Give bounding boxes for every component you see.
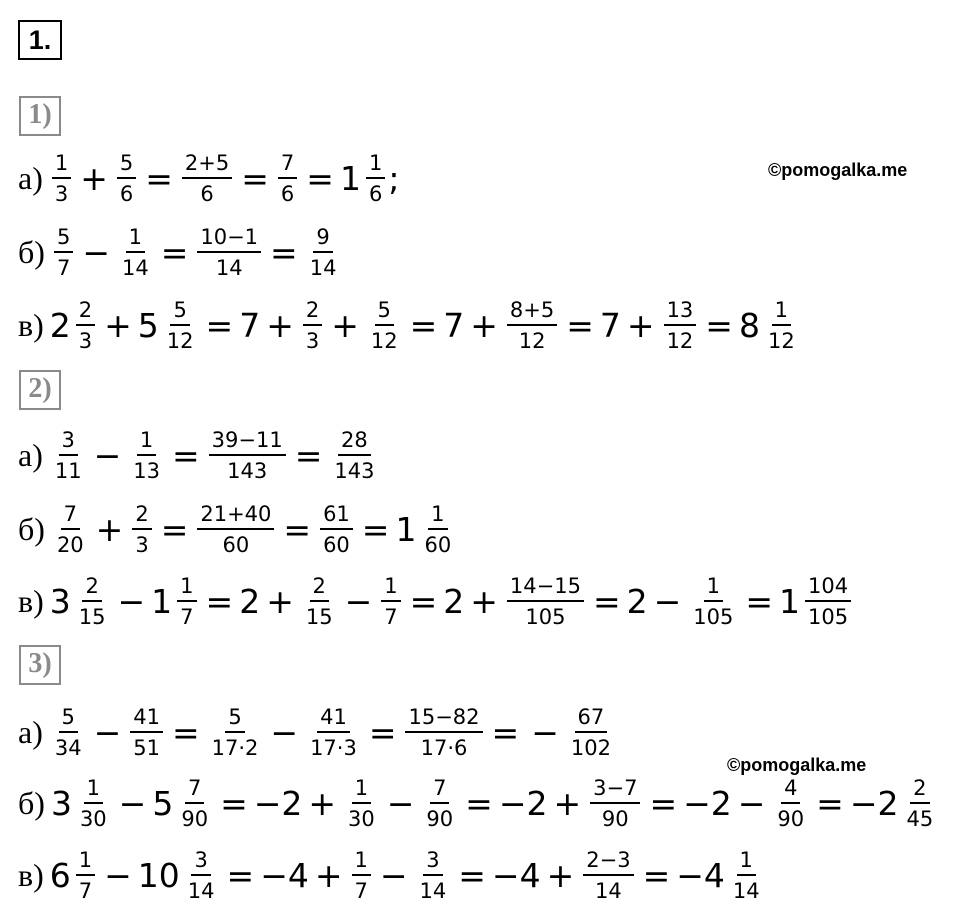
numerator: 1 xyxy=(381,574,400,602)
operator: + xyxy=(95,509,124,549)
operator: = xyxy=(491,712,520,752)
part-label-1: 1) xyxy=(19,96,61,136)
denominator: 14 xyxy=(215,255,243,280)
operator: = xyxy=(649,783,678,823)
fraction xyxy=(903,776,936,831)
denominator: 20 xyxy=(56,532,84,557)
operator: = xyxy=(409,305,438,345)
operator: − xyxy=(118,783,147,823)
equation-line xyxy=(18,697,617,767)
numerator: 8+5 xyxy=(507,298,557,326)
operator: = xyxy=(220,783,248,823)
numerator: 28 xyxy=(338,428,371,456)
operator: = xyxy=(465,783,493,823)
operator: − xyxy=(386,783,415,823)
fraction xyxy=(164,298,197,353)
fraction xyxy=(209,428,286,483)
fraction xyxy=(278,151,297,206)
operator: − xyxy=(737,783,766,823)
fraction xyxy=(52,705,85,760)
operator: = xyxy=(283,509,312,549)
fraction xyxy=(303,574,336,629)
fraction xyxy=(130,705,163,760)
denominator: 14 xyxy=(419,878,447,903)
numerator: 5 xyxy=(170,298,189,326)
denominator: 7 xyxy=(384,604,398,629)
fraction xyxy=(421,502,454,557)
denominator: 3 xyxy=(135,532,149,557)
fraction xyxy=(52,428,85,483)
numerator: 1 xyxy=(366,151,385,179)
part-label-3: 3) xyxy=(19,645,61,685)
item-label: а) xyxy=(18,713,43,750)
fraction xyxy=(307,225,340,280)
denominator: 17·6 xyxy=(420,735,468,760)
numerator: 41 xyxy=(130,705,163,733)
denominator: 60 xyxy=(222,532,250,557)
numerator: 21+40 xyxy=(197,502,274,530)
fraction xyxy=(664,298,697,353)
operator: = xyxy=(592,581,621,621)
fraction xyxy=(132,502,151,557)
operator: − xyxy=(93,435,122,475)
numerator: 13 xyxy=(664,298,697,326)
denominator: 14 xyxy=(309,255,337,280)
number: 7 xyxy=(443,305,465,345)
operator: − xyxy=(117,581,146,621)
fraction xyxy=(185,848,218,903)
operator: = xyxy=(361,509,390,549)
fraction xyxy=(52,151,71,206)
fraction xyxy=(423,776,456,831)
whole-part: 1 xyxy=(339,158,361,198)
item-label: а) xyxy=(18,159,43,196)
operator: = xyxy=(205,305,234,345)
operator: − xyxy=(344,581,373,621)
fraction xyxy=(366,151,385,206)
operator: + xyxy=(553,783,582,823)
fraction xyxy=(730,848,763,903)
denominator: 12 xyxy=(518,328,546,353)
fraction xyxy=(507,298,557,353)
numerator: 1 xyxy=(772,298,791,326)
denominator: 105 xyxy=(693,604,734,629)
whole-part: 3 xyxy=(49,581,71,621)
fraction xyxy=(417,848,450,903)
fraction xyxy=(345,776,378,831)
denominator: 90 xyxy=(426,806,454,831)
denominator: 45 xyxy=(906,806,934,831)
operator: + xyxy=(331,305,359,345)
denominator: 51 xyxy=(133,735,160,760)
operator: − xyxy=(270,712,299,752)
item-label: в) xyxy=(18,582,44,619)
denominator: 90 xyxy=(181,806,209,831)
operator: − xyxy=(653,581,682,621)
fraction xyxy=(303,298,322,353)
operator: = xyxy=(145,158,173,198)
numerator: 15−82 xyxy=(405,705,482,733)
denominator: 13 xyxy=(133,458,160,483)
operator: = xyxy=(171,712,200,752)
denominator: 17·2 xyxy=(211,735,259,760)
operator: = xyxy=(241,158,269,198)
punctuation: ; xyxy=(388,158,400,198)
denominator: 34 xyxy=(54,735,82,760)
whole-part: 6 xyxy=(49,855,71,895)
numerator: 61 xyxy=(320,502,353,530)
numerator: 7 xyxy=(278,151,297,179)
numerator: 2 xyxy=(82,574,101,602)
fraction xyxy=(320,502,353,557)
numerator: 2 xyxy=(310,574,329,602)
operator: − xyxy=(104,855,132,895)
numerator: 2 xyxy=(303,298,322,326)
numerator: 1 xyxy=(137,428,156,456)
fraction xyxy=(774,776,807,831)
operator: = xyxy=(566,305,594,345)
numerator: 14−15 xyxy=(507,574,584,602)
numerator: 1 xyxy=(352,776,371,804)
denominator: 105 xyxy=(525,604,566,629)
numerator: 3 xyxy=(423,848,442,876)
operator: = xyxy=(226,855,255,895)
numerator: 4 xyxy=(781,776,800,804)
whole-part: 5 xyxy=(137,305,159,345)
numerator: 1 xyxy=(84,776,103,804)
denominator: 60 xyxy=(323,532,350,557)
numerator: 1 xyxy=(704,574,723,602)
denominator: 3 xyxy=(78,328,93,353)
operator: = xyxy=(409,581,438,621)
operator: = xyxy=(306,158,334,198)
whole-part: −2 xyxy=(849,783,899,823)
denominator: 7 xyxy=(180,604,194,629)
number: 2 xyxy=(443,581,465,621)
denominator: 7 xyxy=(56,255,71,280)
operator: + xyxy=(470,305,498,345)
watermark: ©pomogalka.me xyxy=(727,755,867,775)
fraction xyxy=(209,705,262,760)
numerator: 7 xyxy=(430,776,449,804)
numerator: 2−3 xyxy=(583,848,633,876)
denominator: 30 xyxy=(348,806,375,831)
operator: − xyxy=(379,855,408,895)
denominator: 90 xyxy=(601,806,629,831)
denominator: 6 xyxy=(368,181,383,206)
whole-part: −4 xyxy=(676,855,725,895)
task-number: 1. xyxy=(18,20,62,60)
number: −2 xyxy=(253,783,303,823)
whole-part: 10 xyxy=(137,855,180,895)
numerator: 9 xyxy=(313,225,332,253)
denominator: 15 xyxy=(78,604,106,629)
numerator: 1 xyxy=(177,574,196,602)
fraction xyxy=(352,848,371,903)
operator: + xyxy=(546,855,575,895)
denominator: 90 xyxy=(777,806,805,831)
denominator: 11 xyxy=(54,458,82,483)
fraction xyxy=(583,848,633,903)
operator: = xyxy=(171,435,200,475)
whole-part: 8 xyxy=(738,305,760,345)
numerator: 67 xyxy=(575,705,608,733)
numerator: 2+5 xyxy=(182,151,232,179)
fraction xyxy=(590,776,640,831)
equation-line xyxy=(18,494,457,564)
fraction xyxy=(368,298,401,353)
denominator: 143 xyxy=(334,458,375,483)
item-label: в) xyxy=(18,306,44,343)
numerator: 2 xyxy=(76,298,95,326)
numerator: 1 xyxy=(428,502,447,530)
denominator: 30 xyxy=(79,806,107,831)
numerator: 10−1 xyxy=(197,225,261,253)
number: 7 xyxy=(599,305,621,345)
fraction xyxy=(177,574,196,629)
denominator: 14 xyxy=(595,878,622,903)
operator: + xyxy=(314,855,343,895)
fraction xyxy=(130,428,163,483)
denominator: 6 xyxy=(280,181,295,206)
whole-part: 2 xyxy=(49,305,71,345)
watermark: ©pomogalka.me xyxy=(768,160,908,180)
equation-line xyxy=(18,217,342,287)
item-label: б) xyxy=(18,510,45,547)
denominator: 7 xyxy=(354,878,368,903)
fraction xyxy=(307,705,360,760)
number: −4 xyxy=(491,855,541,895)
fraction xyxy=(765,298,798,353)
denominator: 12 xyxy=(370,328,398,353)
operator: + xyxy=(266,305,294,345)
fraction xyxy=(76,298,95,353)
denominator: 15 xyxy=(305,604,333,629)
operator: + xyxy=(104,305,132,345)
operator: = xyxy=(368,712,397,752)
numerator: 7 xyxy=(61,502,80,530)
fraction xyxy=(331,428,377,483)
fraction xyxy=(805,574,851,629)
denominator: 17·3 xyxy=(310,735,357,760)
numerator: 3 xyxy=(191,848,210,876)
denominator: 14 xyxy=(732,878,760,903)
operator: + xyxy=(470,581,498,621)
equation-line xyxy=(18,143,399,213)
number: −2 xyxy=(498,783,548,823)
denominator: 12 xyxy=(166,328,194,353)
denominator: 6 xyxy=(200,181,214,206)
numerator: 1 xyxy=(126,225,145,253)
numerator: 39−11 xyxy=(209,428,286,456)
fraction xyxy=(405,705,482,760)
item-label: б) xyxy=(18,233,45,270)
denominator: 60 xyxy=(424,532,452,557)
whole-part: 1 xyxy=(779,581,801,621)
operator: = xyxy=(642,855,671,895)
operator: = xyxy=(270,232,298,272)
numerator: 5 xyxy=(375,298,394,326)
denominator: 3 xyxy=(54,181,69,206)
operator: = xyxy=(294,435,323,475)
operator: − xyxy=(531,712,559,752)
operator: = xyxy=(160,509,189,549)
equation-line xyxy=(18,840,766,910)
numerator: 104 xyxy=(805,574,851,602)
equation-line xyxy=(18,290,801,360)
numerator: 5 xyxy=(59,705,78,733)
equation-line xyxy=(18,768,939,838)
fraction xyxy=(197,225,261,280)
number: −4 xyxy=(260,855,309,895)
numerator: 1 xyxy=(737,848,756,876)
denominator: 7 xyxy=(78,878,93,903)
fraction xyxy=(76,574,109,629)
operator: = xyxy=(458,855,486,895)
numerator: 1 xyxy=(52,151,71,179)
denominator: 143 xyxy=(227,458,268,483)
whole-part: 1 xyxy=(395,509,417,549)
fraction xyxy=(197,502,274,557)
denominator: 105 xyxy=(808,604,849,629)
denominator: 14 xyxy=(187,878,215,903)
part-label-2: 2) xyxy=(19,370,61,410)
fraction xyxy=(119,225,152,280)
numerator: 7 xyxy=(185,776,204,804)
operator: + xyxy=(266,581,294,621)
numerator: 5 xyxy=(225,705,244,733)
numerator: 1 xyxy=(352,848,371,876)
operator: = xyxy=(705,305,733,345)
numerator: 2 xyxy=(910,776,929,804)
denominator: 3 xyxy=(305,328,320,353)
equation-line xyxy=(18,420,380,490)
operator: = xyxy=(205,581,234,621)
fraction xyxy=(54,502,87,557)
numerator: 2 xyxy=(132,502,151,530)
operator: + xyxy=(626,305,655,345)
fraction xyxy=(690,574,736,629)
operator: = xyxy=(160,232,189,272)
operator: + xyxy=(80,158,108,198)
number: 2 xyxy=(626,581,648,621)
fraction xyxy=(568,705,614,760)
fraction xyxy=(54,225,73,280)
numerator: 1 xyxy=(76,848,95,876)
fraction xyxy=(381,574,400,629)
numerator: 5 xyxy=(54,225,73,253)
denominator: 14 xyxy=(121,255,149,280)
whole-part: 5 xyxy=(152,783,174,823)
operator: − xyxy=(93,712,122,752)
fraction xyxy=(77,776,110,831)
number: 7 xyxy=(239,305,261,345)
numerator: 41 xyxy=(317,705,350,733)
item-label: в) xyxy=(18,856,44,893)
whole-part: 1 xyxy=(151,581,173,621)
number: 2 xyxy=(239,581,261,621)
denominator: 6 xyxy=(119,181,134,206)
denominator: 12 xyxy=(767,328,795,353)
numerator: 3 xyxy=(59,428,78,456)
equation-line xyxy=(18,566,854,636)
operator: − xyxy=(82,232,110,272)
operator: = xyxy=(745,581,774,621)
fraction xyxy=(178,776,211,831)
operator: + xyxy=(308,783,337,823)
whole-part: 3 xyxy=(50,783,72,823)
denominator: 12 xyxy=(666,328,694,353)
fraction xyxy=(507,574,584,629)
denominator: 102 xyxy=(570,735,611,760)
number: −2 xyxy=(683,783,732,823)
item-label: а) xyxy=(18,436,43,473)
numerator: 5 xyxy=(117,151,136,179)
operator: = xyxy=(816,783,844,823)
fraction xyxy=(182,151,232,206)
fraction xyxy=(117,151,136,206)
fraction xyxy=(76,848,95,903)
numerator: 3−7 xyxy=(590,776,640,804)
item-label: б) xyxy=(18,784,45,821)
